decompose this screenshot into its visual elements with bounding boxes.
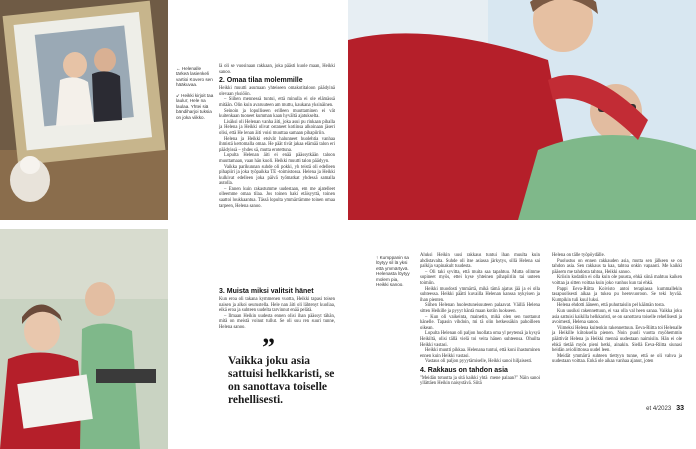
caption-band-practice-text: ↙ Heikki kirjoit taa lauluт, Hele na laulaa. Yhtei siä bändiharjoi tuksia on joka viikko.: [176, 93, 214, 120]
photo-wedding-frame: [0, 0, 168, 220]
col4-paragraph: Kun uusiksi rakennettuun, ei vaa olla val heen sanaa. Vaikka joku asia sattuisi kaikilla helkkaristi, se on sanottava toiselle rehellisesti ja avoimesti, Helena sanoo.: [552, 308, 682, 326]
article-column-2: [219, 286, 335, 331]
col1-intro: lä oli se vuosinaan rakkaan, joka päästi kuole maan, Heikki sanoo.: [219, 64, 335, 75]
col4-paragraph: Helena on tälle työpöydälle.: [552, 253, 605, 258]
col1-paragraph: – Siihen mennessä tuntui, että minulla ei ole elämässä mitään. Olin kuin avaruuteen am muttu, kaukana yksinäinen.: [219, 97, 335, 108]
col1-paragraph: Lopulta Helenan äiti ei enää päässytkään taloon muuttamaan, vaan hän kuoli. Heikki muutti talon päädyyn.: [219, 153, 335, 164]
heading-section-2: 2. Omaa tilaa molemmille: [219, 77, 303, 85]
col4-paragraph: Viimeksi Helena kuitenkin rakennettuun. Eeva-Riitta toi Helenalle ja Heikille kiitoksella pienen. Noin puoli vuotta myöhemmin päättivät Helena ja Heikki mennä uudestaan naimisiin. Hän ei ole ehkä tietää myös pieni hetki, ainakin. Siellä Eeva-Riitta siunasi heidän avioliittonsa uudel leen.: [552, 325, 682, 354]
col4-paragraph: Puolustus on ennen rakkauden asia, mutta sen jälkeen se on tahdon asia. Sen rakkaus ta kaa, tahtoa onkin vapaasti. Me kaikki pääsem me tahdosta tahtoa, Heikki sanoo.: [552, 258, 682, 275]
col3-paragraph: Heikki muutti pikkaa. Helenana tuntui, että koni ihastuminen ennen kuin Heikki vastasi.: [420, 348, 540, 359]
caption-band-practice: [176, 93, 214, 120]
folio-issue: 4/2023: [652, 406, 672, 412]
col3-paragraph: "Meidän totuutta ja sitä kaikki yhtä mene palaan?" Näin sanoi yllättäen Heikin naisystävä. Siitä: [420, 375, 540, 387]
photo-couple-hug: [348, 0, 696, 220]
col3-paragraph: Lopulta Helenan oli paljon huollata oma yl peytensä ja kysyä Heikiltä, olisi tällä vielä toi veita hänen suhteensa. Ohuilta Heikki vastasi.: [420, 331, 540, 348]
col3-paragraph: – Kun oli vaikeinta, mainetin, mikä olen sen tuottanut hänelle. Tapasin vihdoin, mi tä olin hetkessäkin pahoilleen oikean.: [420, 314, 540, 331]
col1-paragraph: Helena ja Heikki etsivät halunneet huolehtia vanhaa ihmistä kertomalla omaa. He päät tivät jakaa elämää talon eri päädyissä – yhdes sä, mutta erotettuna.: [219, 136, 335, 153]
col3-paragraph: Aluksi Heikin uusi rakkaus tuntui ihan muulta kuin ahdistavalta. Suhde oli itse asiassa järkytys, sillä Helena sai palkija vapinakult tuudesta.: [420, 253, 540, 270]
col4-paragraph: Kriisin kodatiin ei olla kuin ole puusta, ehkä siinä mahtuu kaiken voittaa ja sitten voittaa kuin joko vanhus kun tai ehkä.: [552, 275, 682, 286]
caption-wedding-frame: [176, 66, 214, 88]
article-column-3: [420, 253, 540, 387]
col4-paragraph: Meidät ymmärrä suhteen tiettyyn tunne, että se oli vahva ja uudestaan voittaa. Enkä ole aikaa vanhaa ajanut, joten: [552, 353, 682, 365]
caption-couple-text: ↑ Kumppanin sa löytyy sil lä yksi että ymmärtyvä. Helenasta löytyy molem pia, Heikki sanoo.: [376, 255, 410, 288]
col3-paragraph: – Oli taki syvitta, että muita saa tapahtuu. Mutta olimme sopineet myös, ettei kyse yhteinen pihapiiriin tai uuteen toimiin.: [420, 269, 540, 286]
col4-paragraph: Helena ehdotti ääneen, että puhuttaisiin pel käämän tosta.: [557, 303, 665, 309]
quote-mark-icon: ”: [262, 333, 275, 362]
col1-paragraph: – Ennen kuin rakastumme uudestaan, em me ajatelleet olleemme omaa tilaa. Jos toinen haki etäisyyttä, toinen saattoi loukkaantua. Tässä lopulta ymmärrämme toinen omaa tarpeen, Helena sanoo.: [219, 186, 335, 209]
heading-section-4: 4. Rakkaus on tahdon asia: [420, 366, 508, 374]
article-column-1: [219, 64, 335, 209]
folio-page-number: 33: [676, 405, 684, 412]
photo-band-practice: [0, 229, 168, 449]
band-practice-illustration: [0, 229, 168, 449]
article-column-4: [552, 253, 682, 365]
col1-paragraph: Seinoin ja lopulliseen erilleen muuttaminen ei vät kuitenkaan tuoneet kumman kaan hyvältä ajatukselta.: [219, 108, 335, 120]
folio-magazine: et: [646, 406, 652, 412]
couple-hug-illustration: [348, 0, 696, 220]
col3-paragraph: Heikki muodosti ymmärtä, mikä tämä ajatus jää ja ei olla suhteessa. Heikki päätti kuvailla Helenan kanssa nykyisen ja ihan pienten.: [420, 286, 540, 303]
col1-paragraph: Lisäksi oli Helenan vanha äiti, joka asui pu rinkaan pihalla ja Helena ja Heikki olivat ostaneet kotiinsa alkoinaan jäseri olisi, että He lenan äiti voisi muuttaa samaan pihapiiriin.: [219, 119, 335, 136]
col2-paragraph: Kun eroa oli takana kymmenen vuotta, Heikki tapasi toisen naisen ja alkoi seurustella. Hele nan äiti oli lähtenyt kuoliaa, eikä eroa ja suhteen uudelta tarvinnut enää pelätä.: [219, 297, 335, 314]
col2-paragraph: – Ilmaan Heikin uudesta ennen olisi ihan päässyt tähän, mitä on meistä voinut tullut. Se oli suu ren suuri tunne, Helena sanoo.: [219, 313, 335, 330]
col1-paragraph: Vaikka parikunnan suhde oli pokki, yh teistä oli edelleen pihapiiri ja joka työpaikka TE -toimistossa. Helena ja Heikki kulkivat edelleen joka päivä työmatkat yhdessä samalla autolla.: [219, 164, 335, 187]
caption-wedding-frame-text: ← Helenalle tärkeä lasienkeli vartioi Kovero sen hääkuvaa.: [176, 66, 213, 88]
wedding-frame-illustration: [0, 0, 168, 220]
pull-quote: Vaikka joku asia sattuisi helkkaristi, se on sanottava toiselle rehellisesti.: [228, 355, 335, 406]
col3-paragraph: Vastaus oli paljon pyyytämiselle, Heikki sanoi hiljaisesti.: [425, 359, 533, 365]
caption-couple: [376, 255, 410, 287]
heading-section-3: 3. Muista miksi valitsit hänet: [219, 288, 314, 295]
col3-paragraph: Siihen Helenan huolestuneisuuteen palaavat. Väillä Helena sitten Heikille ja pyyyt häntä maan kotiin luokseen.: [420, 303, 540, 314]
col4-paragraph: Pappi Eeva-Riitta Koivisto antoi terapiassa kummallekin tasapuolisesti aikaa ja tukea pu heenvuoroon. Se teki hyvää. Kumpikin tuli kuul luksi.: [552, 286, 682, 303]
page-folio: [646, 405, 684, 412]
col1-paragraph: Heikki muutti asumaan yhteiseen omakotitaloon päädyinä olevaan yksiöön.: [219, 86, 335, 97]
